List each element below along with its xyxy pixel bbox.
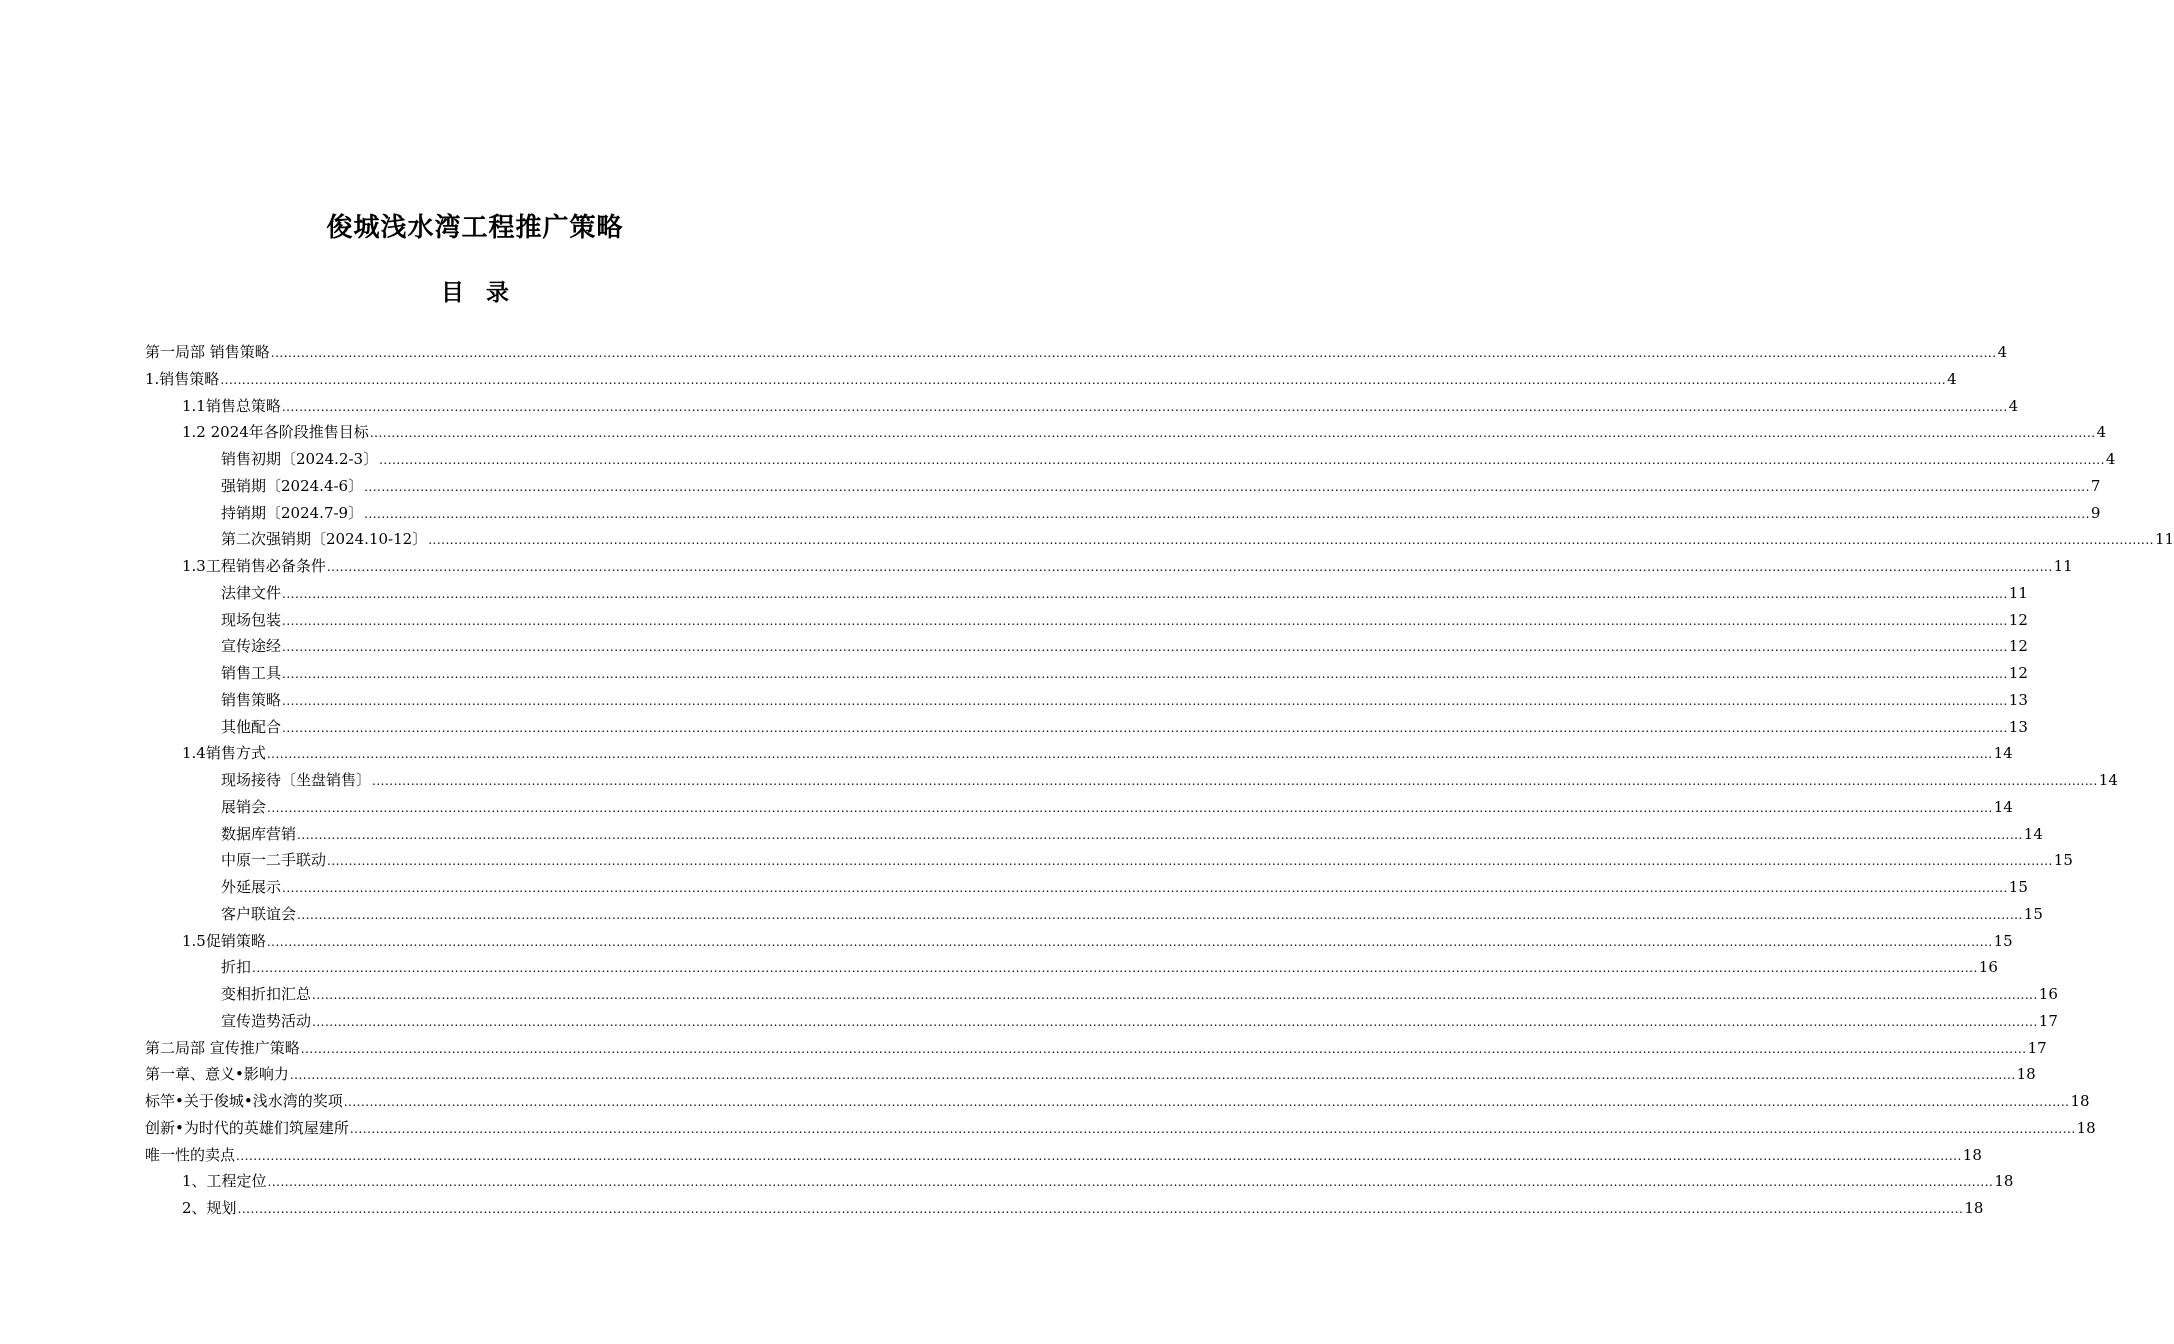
toc-page-number: 18 (1994, 1172, 2014, 1191)
toc-entry[interactable] (145, 500, 2101, 527)
toc-entry-text: 1.4销售方式 (182, 744, 266, 763)
toc-dot-leader: ................................................................................................................................................................................................................................................................................................................................................................................................................ (364, 479, 2090, 494)
toc-entry-text: 销售初期〔2024.2-3〕 (221, 450, 379, 468)
toc-entry[interactable] (145, 928, 2013, 955)
toc-page-number: 16 (1978, 958, 1998, 977)
toc-dot-leader: ................................................................................................................................................................................................................................................................................................................................................................................................................ (282, 640, 2008, 655)
toc-dot-leader: ................................................................................................................................................................................................................................................................................................................................................................................................................ (267, 1175, 1994, 1190)
toc-entry-text: 标竿•关于俊城•浅水湾的奖项 (145, 1092, 343, 1110)
toc-entry-text: 强销期〔2024.4-6〕 (221, 476, 364, 495)
toc-entry[interactable] (145, 874, 2028, 901)
toc-entry-text: 现场包装 (221, 610, 282, 629)
toc-entry-text: 宣传造势活动 (221, 1011, 312, 1030)
toc-entry[interactable] (145, 339, 2008, 366)
toc-page-number: 12 (2008, 637, 2028, 656)
toc-page-number: 18 (1964, 1199, 1984, 1217)
toc-page-number: 4 (2008, 396, 2019, 415)
toc-page-number: 7 (2090, 476, 2101, 495)
toc-entry-text: 第一局部 销售策略 (145, 343, 270, 361)
toc-entry-text: 销售工具 (221, 664, 282, 682)
toc-entry-text: 唯一性的卖点 (145, 1145, 236, 1164)
toc-entry[interactable] (145, 526, 2174, 553)
toc-entry-text: 1、工程定位 (182, 1172, 267, 1191)
toc-entry[interactable] (145, 1168, 2014, 1195)
toc-entry[interactable] (145, 393, 2019, 420)
toc-entry[interactable] (145, 1061, 2036, 1088)
toc-dot-leader: ................................................................................................................................................................................................................................................................................................................................................................................................................ (266, 747, 1993, 762)
toc-page-number: 16 (2038, 985, 2058, 1003)
toc-entry[interactable] (145, 821, 2043, 848)
toc-entry-text: 1.3工程销售必备条件 (182, 557, 326, 575)
toc-page-number: 18 (2076, 1118, 2096, 1137)
toc-entry-text: 1.1销售总策略 (182, 396, 281, 415)
toc-dot-leader: ................................................................................................................................................................................................................................................................................................................................................................................................................ (236, 1148, 1962, 1163)
toc-heading-char-1: 目 (441, 280, 464, 306)
toc-page-number: 18 (2070, 1092, 2090, 1110)
toc-page-number: 15 (2053, 851, 2073, 870)
toc-page-number: 4 (1947, 369, 1957, 388)
toc-entry-text: 数据库营销 (221, 824, 297, 843)
toc-page-number: 4 (2096, 423, 2107, 442)
toc-entry[interactable] (145, 794, 2013, 821)
toc-entry[interactable] (145, 1195, 1984, 1222)
toc-entry[interactable] (145, 1142, 1982, 1169)
toc-page-number: 15 (2008, 878, 2028, 896)
toc-entry-text: 其他配合 (221, 717, 282, 736)
toc-dot-leader: ................................................................................................................................................................................................................................................................................................................................................................................................................ (282, 667, 2008, 681)
toc-entry[interactable] (145, 714, 2028, 741)
toc-entry-text: 销售策略 (221, 690, 282, 709)
toc-entry-text: 中原一二手联动 (221, 851, 327, 870)
toc-dot-leader: ................................................................................................................................................................................................................................................................................................................................................................................................................ (282, 881, 2008, 895)
toc-entry-text: 法律文件 (221, 583, 282, 602)
toc-entry[interactable] (145, 633, 2028, 660)
toc-entry-text: 第二次强销期〔2024.10-12〕 (221, 530, 428, 549)
toc-entry[interactable] (145, 1115, 2096, 1142)
toc-entry-text: 2、规划 (182, 1199, 237, 1217)
toc-dot-leader: ................................................................................................................................................................................................................................................................................................................................................................................................................ (289, 1068, 2016, 1083)
toc-page-number: 14 (1993, 744, 2013, 763)
toc-dot-leader: ................................................................................................................................................................................................................................................................................................................................................................................................................ (343, 1095, 2070, 1109)
toc-dot-leader: ................................................................................................................................................................................................................................................................................................................................................................................................................ (364, 506, 2090, 521)
toc-dot-leader: ................................................................................................................................................................................................................................................................................................................................................................................................................ (312, 988, 2038, 1002)
toc-dot-leader: ................................................................................................................................................................................................................................................................................................................................................................................................................ (372, 774, 2098, 788)
toc-entry-text: 折扣 (221, 958, 252, 977)
toc-entry[interactable] (145, 607, 2028, 634)
toc-entry[interactable] (145, 901, 2043, 928)
toc-dot-leader: ................................................................................................................................................................................................................................................................................................................................................................................................................ (281, 399, 2008, 414)
toc-entry-text: 现场接待〔坐盘销售〕 (221, 771, 372, 789)
toc-entry-text: 第一章、意义•影响力 (145, 1065, 289, 1084)
toc-entry-text: 第二局部 宣传推广策略 (145, 1038, 300, 1057)
toc-page-number: 17 (2038, 1011, 2058, 1030)
toc-page-number: 4 (1997, 343, 2008, 361)
toc-entry-text: 外延展示 (221, 878, 282, 896)
toc-entry[interactable] (145, 954, 1998, 981)
toc-entry-text: 展销会 (221, 797, 267, 816)
table-of-contents (145, 339, 2174, 1222)
toc-page-number: 12 (2008, 664, 2028, 682)
toc-entry[interactable] (145, 553, 2073, 580)
toc-page-number: 18 (1962, 1145, 1982, 1164)
toc-entry[interactable] (145, 1008, 2058, 1035)
toc-dot-leader: ................................................................................................................................................................................................................................................................................................................................................................................................................ (297, 827, 2023, 842)
toc-page-number: 14 (1993, 797, 2013, 816)
toc-entry[interactable] (145, 740, 2013, 767)
toc-entry-text: 1.5促销策略 (182, 931, 266, 950)
toc-page-number: 12 (2008, 610, 2028, 629)
toc-entry[interactable] (145, 473, 2101, 500)
toc-entry-text: 1.2 2024年各阶段推售目标 (182, 423, 369, 442)
toc-page-number: 15 (1993, 931, 2013, 950)
toc-entry-text: 客户联谊会 (221, 904, 297, 923)
toc-entry-text: 创新•为时代的英雄们筑屋建所 (145, 1118, 349, 1137)
toc-dot-leader: ................................................................................................................................................................................................................................................................................................................................................................................................................ (312, 1014, 2038, 1029)
toc-dot-leader: ................................................................................................................................................................................................................................................................................................................................................................................................................ (266, 934, 1993, 949)
toc-entry-text: 变相折扣汇总 (221, 985, 312, 1003)
toc-page-number: 13 (2008, 717, 2028, 736)
toc-entry[interactable] (145, 687, 2028, 714)
toc-page-number: 11 (2053, 557, 2073, 575)
toc-dot-leader: ................................................................................................................................................................................................................................................................................................................................................................................................................ (282, 613, 2008, 628)
toc-entry-text: 持销期〔2024.7-9〕 (221, 503, 364, 522)
toc-entry[interactable] (145, 981, 2058, 1008)
toc-dot-leader: ................................................................................................................................................................................................................................................................................................................................................................................................................ (428, 533, 2154, 548)
toc-dot-leader: ................................................................................................................................................................................................................................................................................................................................................................................................................ (326, 560, 2053, 574)
document-title: 俊城浅水湾工程推广策略 (326, 213, 624, 243)
toc-page-number: 15 (2023, 904, 2043, 923)
toc-dot-leader: ................................................................................................................................................................................................................................................................................................................................................................................................................ (300, 1041, 2027, 1056)
toc-dot-leader: ................................................................................................................................................................................................................................................................................................................................................................................................................ (220, 372, 1947, 387)
toc-dot-leader: ................................................................................................................................................................................................................................................................................................................................................................................................................ (270, 346, 1997, 360)
toc-page-number: 17 (2027, 1038, 2047, 1057)
toc-dot-leader: ................................................................................................................................................................................................................................................................................................................................................................................................................ (237, 1202, 1964, 1216)
toc-page-number: 11 (2008, 583, 2028, 602)
toc-page-number: 13 (2008, 690, 2028, 709)
toc-dot-leader: ................................................................................................................................................................................................................................................................................................................................................................................................................ (327, 854, 2053, 869)
toc-dot-leader: ................................................................................................................................................................................................................................................................................................................................................................................................................ (282, 693, 2008, 708)
toc-heading (0, 274, 950, 312)
toc-page-number: 9 (2090, 503, 2101, 522)
toc-dot-leader: ................................................................................................................................................................................................................................................................................................................................................................................................................ (252, 961, 1978, 976)
toc-dot-leader: ................................................................................................................................................................................................................................................................................................................................................................................................................ (282, 586, 2008, 601)
toc-entry[interactable] (145, 847, 2073, 874)
toc-dot-leader: ................................................................................................................................................................................................................................................................................................................................................................................................................ (379, 453, 2105, 467)
toc-page-number: 11 (2154, 530, 2174, 549)
toc-page-number: 14 (2023, 824, 2043, 843)
toc-entry[interactable] (145, 366, 1957, 393)
toc-dot-leader: ................................................................................................................................................................................................................................................................................................................................................................................................................ (297, 907, 2023, 922)
toc-page-number: 14 (2098, 771, 2118, 789)
toc-entry[interactable] (145, 1088, 2090, 1115)
toc-dot-leader: ................................................................................................................................................................................................................................................................................................................................................................................................................ (267, 800, 1993, 815)
toc-entry[interactable] (145, 660, 2028, 687)
toc-entry[interactable] (145, 446, 2116, 473)
toc-entry-text: 1.销售策略 (145, 369, 220, 388)
toc-dot-leader: ................................................................................................................................................................................................................................................................................................................................................................................................................ (369, 426, 2096, 441)
toc-entry[interactable] (145, 419, 2107, 446)
toc-entry-text: 宣传途经 (221, 637, 282, 656)
toc-dot-leader: ................................................................................................................................................................................................................................................................................................................................................................................................................ (349, 1121, 2076, 1136)
toc-dot-leader: ................................................................................................................................................................................................................................................................................................................................................................................................................ (282, 720, 2008, 735)
toc-page-number: 4 (2105, 450, 2116, 468)
toc-entry[interactable] (145, 767, 2118, 794)
toc-entry[interactable] (145, 580, 2028, 607)
toc-page-number: 18 (2016, 1065, 2036, 1084)
toc-entry[interactable] (145, 1035, 2047, 1062)
toc-heading-char-2: 录 (486, 280, 509, 306)
